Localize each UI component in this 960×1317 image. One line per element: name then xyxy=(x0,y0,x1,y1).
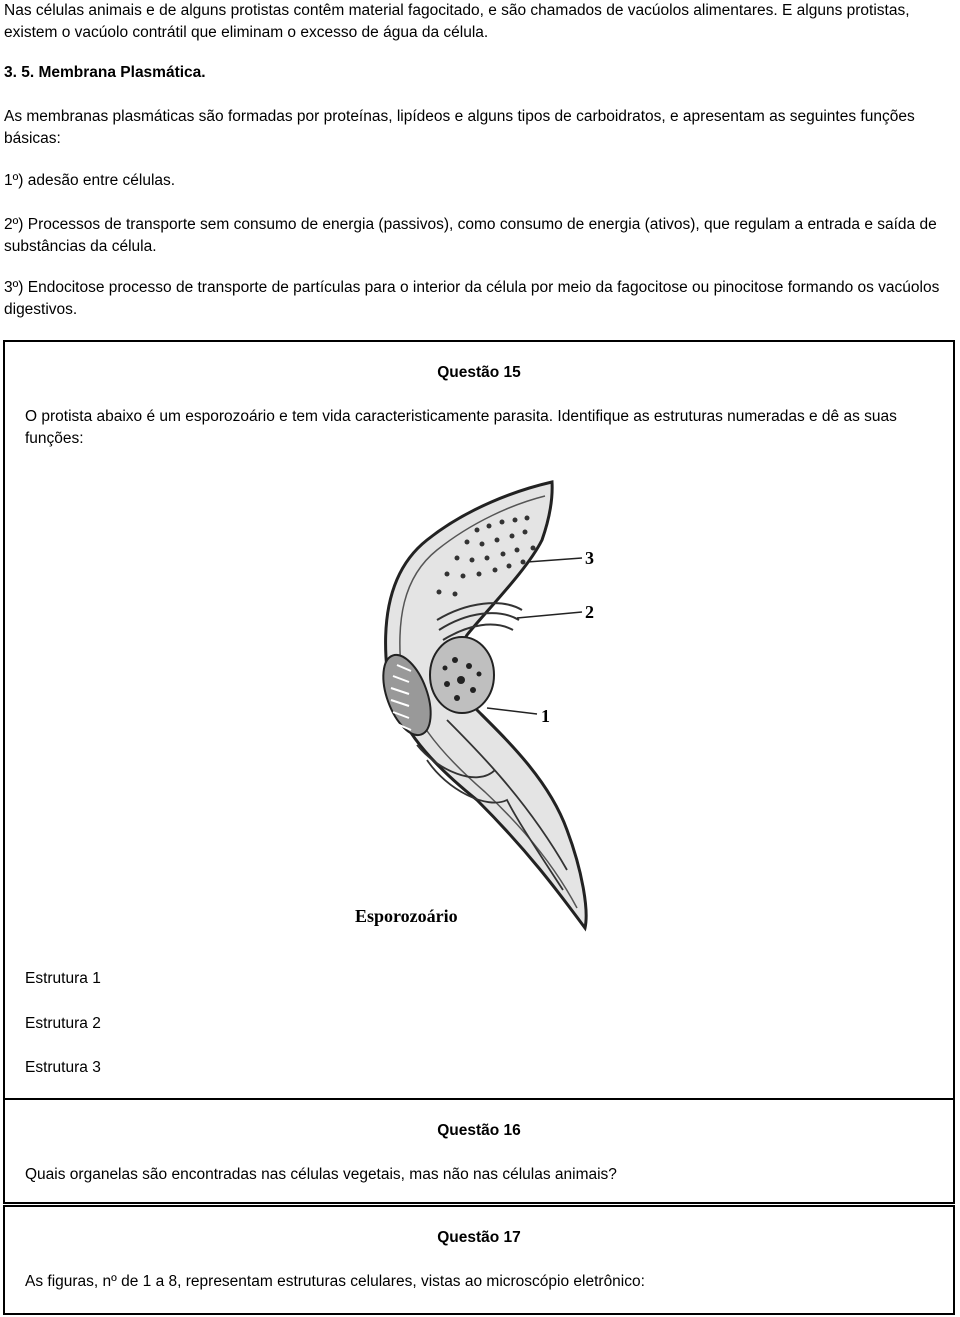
label-1: 1 xyxy=(541,706,550,726)
intro-paragraph: Nas células animais e de alguns protistas contêm material fagocitado, e são chamados de vacúolos alimentares. E alguns protistas, existem o vacúolo contrátil que eliminam o excesso de água da célula. xyxy=(4,2,910,41)
label-2: 2 xyxy=(585,602,594,622)
question-17-title: Questão 17 xyxy=(437,1229,521,1246)
answer-structure-3: Estrutura 3 xyxy=(25,1059,101,1076)
answer-structure-2: Estrutura 2 xyxy=(25,1015,101,1032)
question-15-text: O protista abaixo é um esporozoário e tem vida caracteristicamente parasita. Identifique as estruturas numeradas e dê as suas funções: xyxy=(25,408,897,447)
sporozoan-figure xyxy=(327,470,647,940)
answer-structure-1: Estrutura 1 xyxy=(25,970,101,987)
section-heading: 3. 5. Membrana Plasmática. xyxy=(4,64,206,81)
function-1: 1º) adesão entre células. xyxy=(4,172,176,189)
question-16-text: Quais organelas são encontradas nas células vegetais, mas não nas células animais? xyxy=(25,1166,617,1183)
membrane-paragraph: As membranas plasmáticas são formadas por proteínas, lipídeos e alguns tipos de carboidratos, e apresentam as seguintes funções básicas: xyxy=(4,108,915,147)
question-16-box xyxy=(3,1098,955,1204)
nucleus xyxy=(430,637,494,713)
function-3: 3º) Endocitose processo de transporte de partículas para o interior da célula por meio da fagocitose ou pinocitose formando os vacúolos digestivos. xyxy=(4,279,940,318)
question-17-box xyxy=(3,1205,955,1315)
figure-caption: Esporozoário xyxy=(355,906,458,926)
question-15-box xyxy=(3,340,955,1100)
function-2: 2º) Processos de transporte sem consumo de energia (passivos), como consumo de energia (ativos), que regulam a entrada e saída de substâncias da célula. xyxy=(4,216,937,255)
label-3: 3 xyxy=(585,548,594,568)
question-17-text: As figuras, nº de 1 a 8, representam estruturas celulares, vistas ao microscópio eletrônico: xyxy=(25,1273,645,1290)
question-15-title: Questão 15 xyxy=(437,364,521,381)
question-16-title: Questão 16 xyxy=(437,1122,521,1139)
